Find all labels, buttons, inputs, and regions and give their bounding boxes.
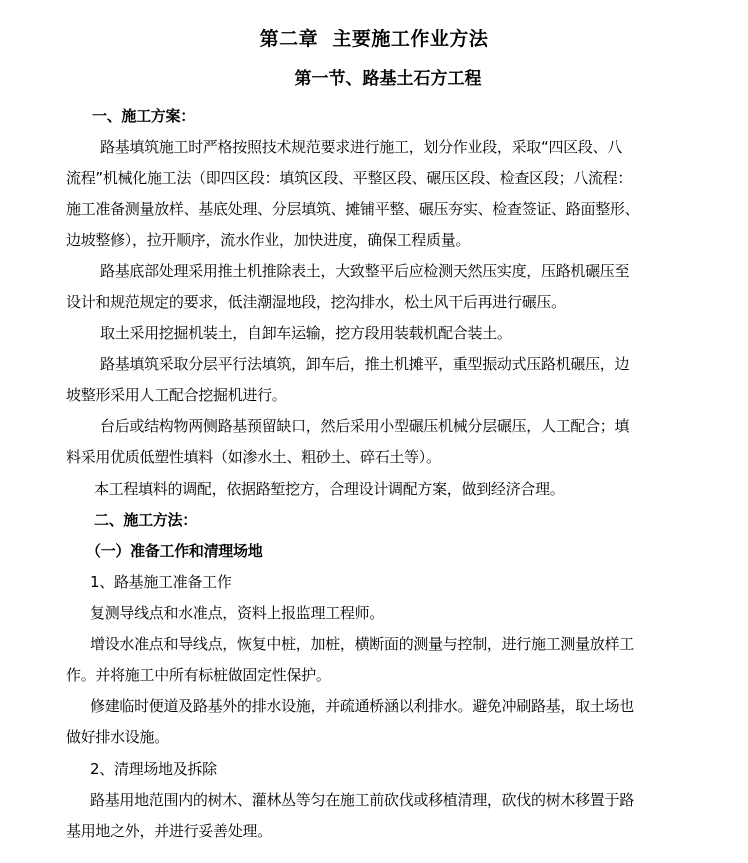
paragraph-4-line-1: 路基填筑采取分层平行法填筑，卸车后，推土机摊平，重型振动式压路机碾压，边 xyxy=(100,355,630,373)
subheading-preparation: （一）准备工作和清理场地 xyxy=(86,542,263,560)
paragraph-2-line-1: 路基底部处理采用推土机推除表土，大致整平后应检测天然压实度，压路机碾压至 xyxy=(100,262,630,280)
paragraph-2-line-2: 设计和规范规定的要求，低洼潮湿地段，挖沟排水，松土风干后再进行碾压。 xyxy=(66,293,566,311)
paragraph-4-line-2: 坡整形采用人工配合挖掘机进行。 xyxy=(66,386,287,404)
paragraph-10-line-2: 基用地之外，并进行妥善处理。 xyxy=(66,822,272,840)
paragraph-3-line-1: 取土采用挖掘机装土，自卸车运输，挖方段用装载机配合装土。 xyxy=(100,324,512,342)
paragraph-1-line-2: 流程”机械化施工法（即四区段：填筑区段、平整区段、碾压区段、检查区段；八流程： xyxy=(66,169,633,187)
paragraph-10-line-1: 路基用地范围内的树木、灌林丛等匀在施工前砍伐或移植清理，砍伐的树木移置于路 xyxy=(90,791,634,809)
paragraph-8-line-2: 作。并将施工中所有标桩做固定性保护。 xyxy=(66,666,331,684)
paragraph-5-line-1: 台后或结构物两侧路基预留缺口，然后采用小型碾压机械分层碾压，人工配合；填 xyxy=(100,417,630,435)
heading-construction-plan: 一、施工方案： xyxy=(92,107,195,125)
section-title: 第一节、路基土石方工程 xyxy=(294,69,482,89)
paragraph-8-line-1: 增设水准点和导线点，恢复中桩，加桩，横断面的测量与控制，进行施工测量放样工 xyxy=(90,635,634,653)
item-2-title: 2、清理场地及拆除 xyxy=(90,760,217,778)
chapter-title: 第二章 主要施工作业方法 xyxy=(259,28,489,50)
paragraph-9-line-2: 做好排水设施。 xyxy=(66,728,169,746)
paragraph-1-line-1: 路基填筑施工时严格按照技术规范要求进行施工，划分作业段，采取“四区段、八 xyxy=(100,138,622,156)
paragraph-1-line-4: 边坡整修），拉开顺序，流水作业，加快进度，确保工程质量。 xyxy=(66,231,471,249)
item-1-title: 1、路基施工准备工作 xyxy=(90,573,232,591)
paragraph-1-line-3: 施工准备测量放样、基底处理、分层填筑、摊铺平整、碾压夯实、检查签证、路面整形、 xyxy=(66,200,640,218)
heading-construction-method: 二、施工方法： xyxy=(94,511,197,529)
paragraph-5-line-2: 料采用优质低塑性填料（如渗水土、粗砂土、碎石土等）。 xyxy=(66,448,441,466)
paragraph-6-line-1: 本工程填料的调配，依据路堑挖方，合理设计调配方案，做到经济合理。 xyxy=(94,480,565,498)
paragraph-9-line-1: 修建临时便道及路基外的排水设施，并疏通桥涵以利排水。避免冲刷路基，取土场也 xyxy=(90,697,634,715)
paragraph-7-line-1: 复测导线点和水准点，资料上报监理工程师。 xyxy=(90,604,385,622)
